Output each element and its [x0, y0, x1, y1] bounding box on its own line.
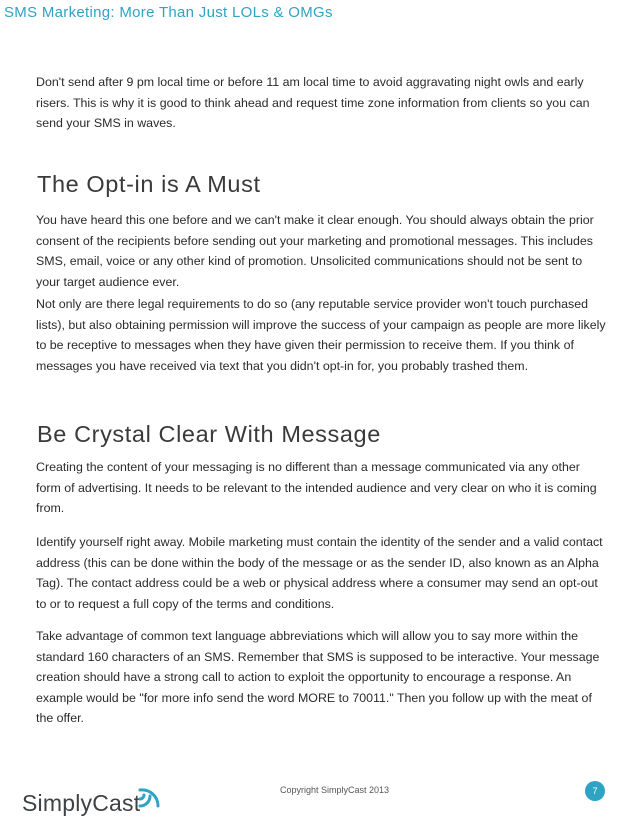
signal-waves-icon [136, 780, 166, 810]
crystal-clear-paragraph-2: Identify yourself right away. Mobile marketing must contain the identity of the sender and a valid contact address (this can be done within the body of the message or as the sender ID, also known as an Alpha Tag). The contact address could be a web or physical address where a consumer may send an opt-out to or to request a full copy of the terms and conditions. [36, 535, 603, 611]
copyright-notice: Copyright SimplyCast 2013 [280, 785, 390, 795]
crystal-clear-paragraph-3: Take advantage of common text language abbreviations which will allow you to say more within the standard 160 characters of an SMS. Remember that SMS is supposed to be interactive. Your message creation should have a strong call to action to exploit the opportunity to encourage a response. An example would be "for more info send the word MORE to 70011." Then you follow up with the meat of the offer. [36, 629, 600, 725]
logo-wordmark: SimplyCast [22, 790, 141, 816]
crystal-clear-heading: Be Crystal Clear With Message [37, 421, 381, 447]
intro-paragraph: Don't send after 9 pm local time or before 11 am local time to avoid aggravating night owls and early risers. This is why it is good to think ahead and request time zone information from clients so you can send your SMS in waves. [36, 75, 590, 130]
opt-in-heading: The Opt-in is A Must [37, 171, 261, 197]
running-header-title: SMS Marketing: More Than Just LOLs & OMGs [4, 4, 333, 21]
simplycast-logo [22, 778, 162, 820]
opt-in-paragraph-1: You have heard this one before and we can't make it clear enough. You should always obtain the prior consent of the recipients before sending out your marketing and promotional messages. This includes SMS, email, voice or any other kind of promotion. Unsolicited communications should not be sent to your target audience ever. [36, 213, 594, 289]
crystal-clear-paragraph-1: Creating the content of your messaging is no different than a message communicated via any other form of advertising. It needs to be relevant to the intended audience and very clear on who it is coming from. [36, 460, 597, 515]
opt-in-paragraph-2: Not only are there legal requirements to do so (any reputable service provider won't touch purchased lists), but also obtaining permission will improve the success of your campaign as people are more likely to be receptive to messages when they have given their permission to receive them. If you think of messages you have received via text that you didn't opt-in for, you probably trashed them. [36, 297, 606, 373]
page-number-badge: 7 [585, 781, 605, 801]
